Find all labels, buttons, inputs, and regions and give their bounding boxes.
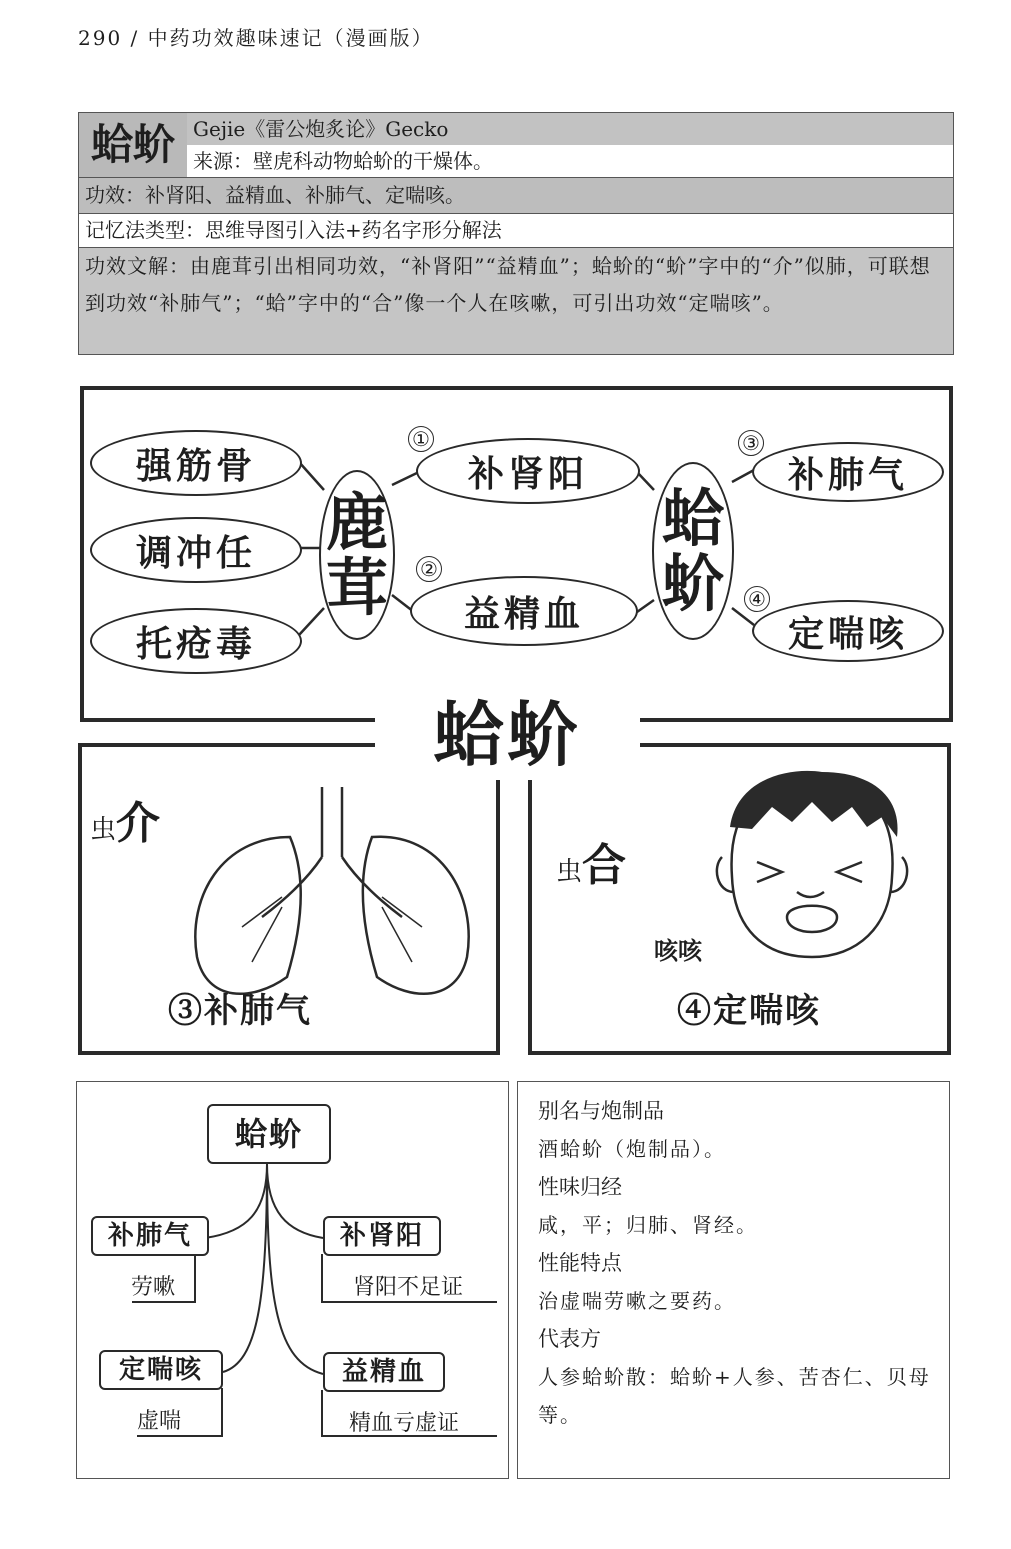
formula-text: 人参蛤蚧散：蛤蚧+人参、苦杏仁、贝母等。: [538, 1365, 931, 1427]
oval-nourish-essence-blood: 益精血: [410, 576, 638, 646]
lung-caption: ③补肺气: [168, 991, 312, 1031]
mindmap-node-lung-qi: 补肺气: [91, 1216, 209, 1256]
mindmap-sub-essence-blood-deficiency: 精血亏虚证: [349, 1411, 460, 1436]
oval-relieve-asthma: 定喘咳: [752, 600, 944, 662]
comic-lung-panel: [78, 743, 500, 1055]
nature-heading: 性味归经: [538, 1175, 622, 1199]
number-1: ①: [408, 426, 434, 452]
herb-efficacy: 功效：补肾阳、益精血、补肺气、定喘咳。: [79, 177, 953, 213]
lung-char-label: [90, 787, 160, 851]
gecko-oval: [652, 462, 734, 640]
header-separator: /: [130, 26, 140, 50]
alias-text: 酒蛤蚧（炮制品）。: [538, 1137, 726, 1161]
nature-text: 咸，平；归肺、肾经。: [538, 1213, 758, 1237]
info-table: [78, 112, 954, 355]
oval-strengthen-bones: 强筋骨: [90, 430, 302, 496]
oval-tonify-kidney-yang: 补肾阳: [416, 438, 640, 504]
oval-regulate-chongren: 调冲任: [90, 517, 302, 583]
comic-cough-panel: [528, 743, 951, 1055]
deer-antler-oval: [319, 470, 395, 640]
alias-heading: 别名与炮制品: [538, 1099, 664, 1123]
jie-component: 介: [116, 798, 161, 849]
efficacy-explanation: 功效文解：由鹿茸引出相同功效，“补肾阳”“益精血”；蛤蚧的“蚧”字中的“介”似肺，可联想到功效“补肺气”；“蛤”字中的“合”像一个人在咳嗽，可引出功效“定喘咳”。: [79, 247, 953, 354]
comic-mindmap-panel: [80, 386, 953, 722]
book-title: 中药功效趣味速记（漫画版）: [147, 26, 434, 50]
feature-text: 治虚喘劳嗽之要药。: [538, 1289, 736, 1313]
mindmap-node-essence-blood: 益精血: [323, 1352, 445, 1392]
coughing-face-icon: [702, 767, 922, 967]
cough-char-label: [556, 829, 626, 893]
comic-title: 蛤蚧: [375, 690, 640, 780]
oval-tonify-lung-qi: 补肺气: [752, 442, 944, 502]
oval-expel-sores: 托疮毒: [90, 608, 302, 674]
herb-source: 来源：壁虎科动物蛤蚧的干燥体。: [187, 145, 953, 177]
chong-radical-2: 虫: [556, 857, 583, 887]
deer-char-2: 茸: [325, 551, 388, 624]
chong-radical: 虫: [90, 815, 117, 845]
memory-type: 记忆法类型：思维导图引入法+药名字形分解法: [79, 213, 953, 247]
info-row-name: [79, 113, 953, 177]
gecko-char-2: 蚧: [661, 547, 724, 620]
summary-mindmap: [76, 1081, 509, 1479]
herb-name: 蛤蚧: [79, 113, 188, 177]
mindmap-node-asthma: 定喘咳: [99, 1350, 223, 1390]
deer-char-1: 鹿: [325, 485, 388, 559]
page-header: [78, 22, 434, 51]
herb-latin-name: Gejie《雷公炮炙论》Gecko: [187, 113, 953, 146]
gecko-char-1: 蛤: [661, 481, 724, 555]
cough-sound: 咳咳: [654, 936, 702, 965]
number-3: ③: [738, 430, 764, 456]
mindmap-sub-kidney-yang-deficiency: 肾阳不足证: [353, 1275, 464, 1300]
lungs-icon: [172, 777, 492, 1017]
details-box: [517, 1081, 950, 1479]
formula-heading: 代表方: [538, 1327, 601, 1351]
mindmap-node-kidney-yang: 补肾阳: [323, 1216, 441, 1256]
mindmap-sub-consumptive-cough: 劳嗽: [131, 1275, 176, 1300]
number-4: ④: [744, 586, 770, 612]
mindmap-root: 蛤蚧: [207, 1104, 331, 1164]
page-number: 290: [78, 26, 123, 50]
cough-caption: ④定喘咳: [677, 991, 821, 1031]
number-2: ②: [416, 556, 442, 582]
he-component: 合: [582, 840, 627, 891]
mindmap-sub-deficiency-asthma: 虚喘: [137, 1409, 182, 1434]
feature-heading: 性能特点: [538, 1251, 622, 1275]
